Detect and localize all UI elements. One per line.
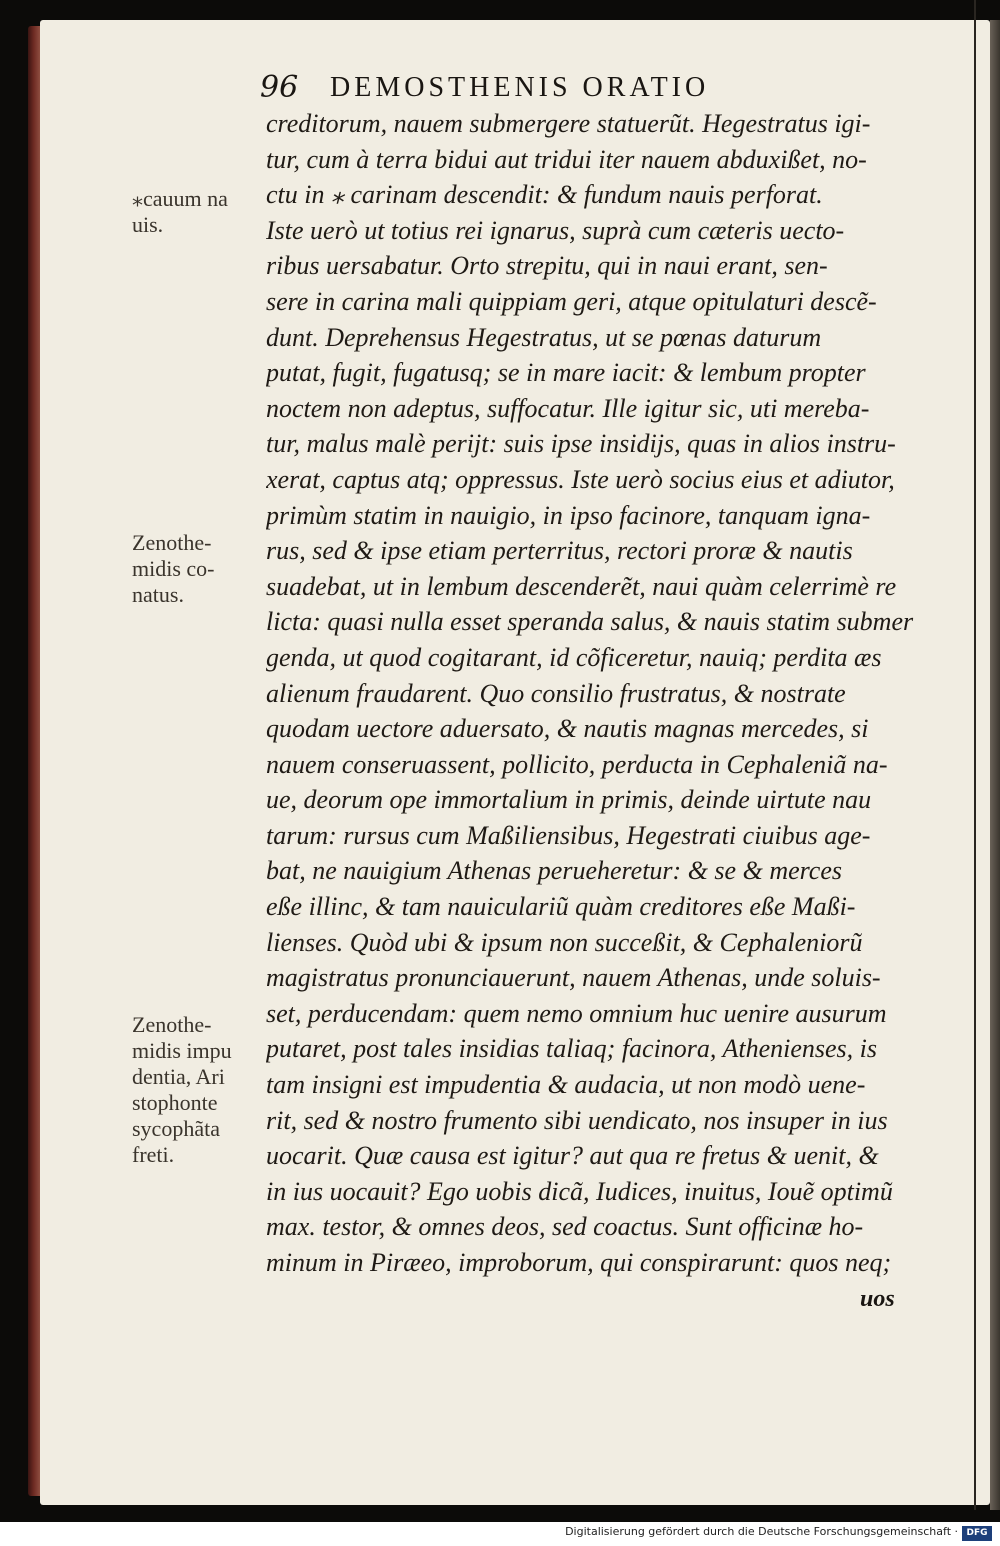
- text-line: tur, malus malè perijt: suis ipse insidijs, quas in alios instru-: [266, 429, 896, 459]
- footer-credit: Digitalisierung gefördert durch die Deutsche Forschungsgemeinschaft ·: [565, 1525, 958, 1538]
- text-line: putaret, post tales insidias taliaq; facinora, Athenienses, is: [266, 1034, 877, 1064]
- marginal-note-cauum: [132, 186, 260, 238]
- footer-bar: [0, 1522, 1000, 1546]
- text-line: uocarit. Quæ causa est igitur? aut qua re fretus & uenit, &: [266, 1141, 879, 1171]
- text-line: lienses. Quòd ubi & ipsum non succeßit, & Cephaleniorũ: [266, 927, 863, 957]
- text-line: sere in carina mali quippiam geri, atque opitulaturi descẽ-: [266, 286, 877, 316]
- marginal-note-zenothemidis-conatus: [132, 530, 260, 608]
- main-text-block: [266, 106, 920, 1281]
- marginal-line: Zenothe-: [132, 1012, 212, 1037]
- text-line: tarum: rursus cum Maßiliensibus, Hegestrati ciuibus age-: [266, 820, 871, 850]
- text-line: Iste uerò ut totius rei ignarus, suprà cum cæteris uecto-: [266, 215, 845, 245]
- text-line: xerat, captus atq; oppressus. Iste uerò socius eius et adiutor,: [266, 464, 895, 494]
- text-line: in ius uocauit? Ego uobis dicã, Iudices, inuitus, Iouẽ optimũ: [266, 1176, 893, 1206]
- text-line: nauem conseruassent, pollicito, perducta in Cephaleniã na-: [266, 749, 888, 779]
- text-line: magistratus pronunciauerunt, nauem Athenas, unde soluis-: [266, 963, 881, 993]
- marginal-line: freti.: [132, 1142, 175, 1167]
- text-line: tam insigni est impudentia & audacia, ut non modò uene-: [266, 1070, 866, 1100]
- text-line: alienum fraudarent. Quo consilio frustratus, & nostrate: [266, 678, 846, 708]
- marginal-line: sycophãta: [132, 1116, 220, 1141]
- marginal-line: uis.: [132, 212, 164, 237]
- text-line: suadebat, ut in lembum descenderẽt, naui quàm celerrimè re: [266, 571, 897, 601]
- binding-line: [974, 0, 976, 1510]
- text-line: primùm statim in nauigio, in ipso facinore, tanquam igna-: [266, 500, 871, 530]
- text-line: ribus uersabatur. Orto strepitu, qui in naui erant, sen-: [266, 251, 828, 281]
- text-line: noctem non adeptus, suffocatur. Ille igitur sic, uti mereba-: [266, 393, 870, 423]
- marginal-note-zenothemidis-impudentia: [132, 1012, 260, 1168]
- text-line: quodam uectore aduersato, & nautis magnas mercedes, si: [266, 714, 869, 744]
- page-number: 96: [260, 70, 299, 105]
- catchword: uos: [860, 1286, 895, 1312]
- text-line: rus, sed & ipse etiam perterritus, rectori proræ & nautis: [266, 536, 853, 566]
- text-line: dunt. Deprehensus Hegestratus, ut se pœnas daturum: [266, 322, 822, 352]
- marginal-line: midis co-: [132, 556, 215, 581]
- text-line: rit, sed & nostro frumento sibi uendicato, nos insuper in ius: [266, 1105, 888, 1135]
- marginal-line: ⁎cauum na: [132, 186, 228, 211]
- marginal-line: dentia, Ari: [132, 1064, 225, 1089]
- text-line: tur, cum à terra bidui aut tridui iter nauem abduxißet, no-: [266, 144, 867, 174]
- marginal-line: natus.: [132, 582, 184, 607]
- text-line: putat, fugit, fugatusq; se in mare iacit: & lembum propter: [266, 358, 866, 388]
- text-line: bat, ne nauigium Athenas perueheretur: & se & merces: [266, 856, 842, 886]
- text-line: set, perducendam: quem nemo omnium huc uenire ausurum: [266, 998, 887, 1028]
- text-line: licta: quasi nulla esset speranda salus, & nauis statim submer: [266, 607, 914, 637]
- marginal-line: stophonte: [132, 1090, 218, 1115]
- dfg-logo-icon: DFG: [962, 1526, 992, 1541]
- text-line: minum in Piræeo, improborum, qui conspirarunt: quos neq;: [266, 1248, 892, 1277]
- marginal-line: Zenothe-: [132, 530, 212, 555]
- text-line: genda, ut quod cogitarant, id cõficeretur, nauiq; perdita æs: [266, 642, 882, 672]
- text-line: creditorum, nauem submergere statuerũt. Hegestratus igi-: [266, 109, 871, 138]
- marginal-line: midis impu: [132, 1038, 232, 1063]
- text-line: ue, deorum ope immortalium in primis, deinde uirtute nau: [266, 785, 872, 815]
- text-line: eße illinc, & tam nauiculariũ quàm creditores eße Maßi-: [266, 892, 856, 922]
- page-header: [260, 70, 920, 106]
- page-edge-right: [990, 20, 1000, 1510]
- running-title: DEMOSTHENIS ORATIO: [330, 72, 710, 103]
- text-line: max. testor, & omnes deos, sed coactus. Sunt officinæ ho-: [266, 1212, 864, 1242]
- text-line: ctu in ⁎ carinam descendit: & fundum nauis perforat.: [266, 180, 823, 210]
